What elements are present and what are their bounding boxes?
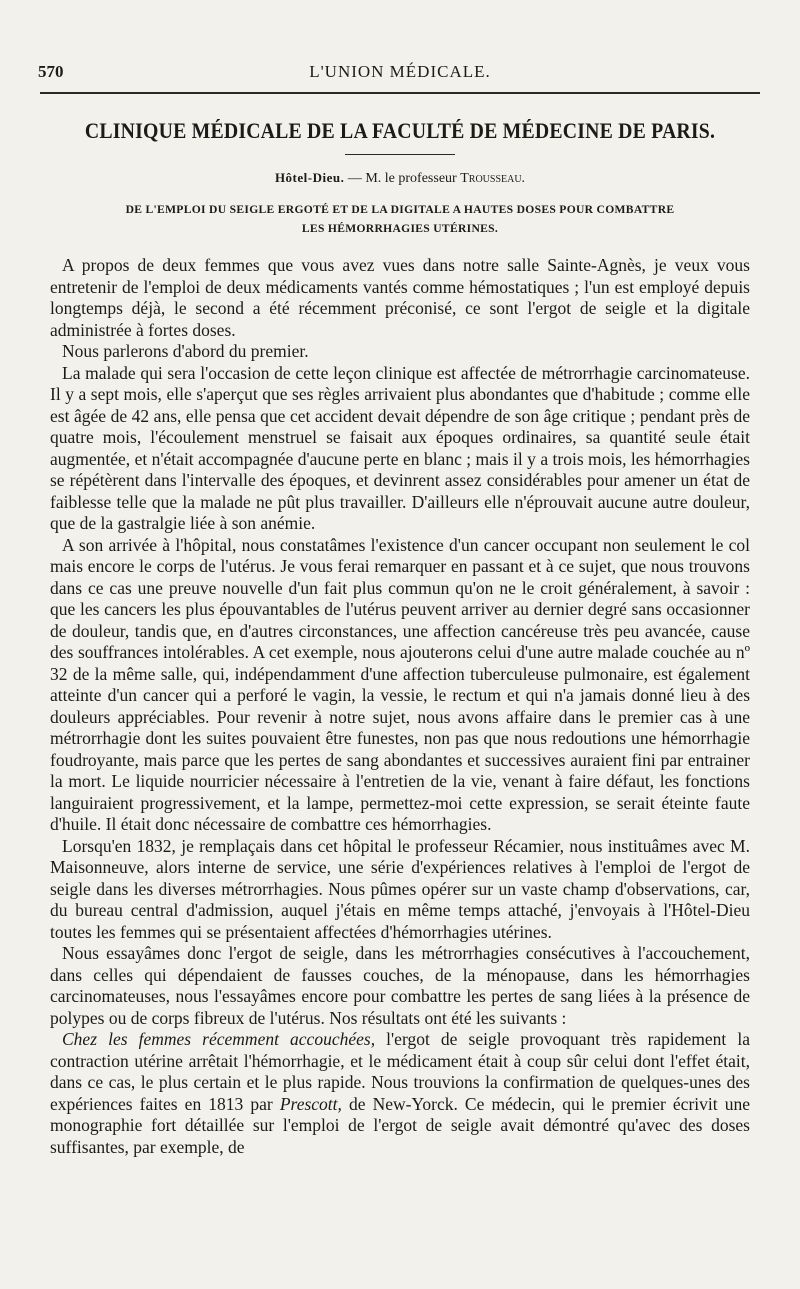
page-number: 570 — [38, 62, 64, 81]
byline-dash: — M. le professeur — [344, 171, 461, 186]
paragraph: La malade qui sera l'occasion de cette leçon clinique est affectée de métrorrhagie carcinomateuse. Il y a sept mois, elle s'aperçut que ses règles arrivaient plus abondantes que d'habitude ; comme elle est âgée de 42 ans, elle pensa que cet accident devait dépendre de son âge critique ; pendant près de quatre mois, l'écoulement menstruel se faisait aux époques ordinaires, sa quantité seule était augmentée, et n'était accompagnée d'aucune perte en blanc ; mais il y a trois mois, les hémorrhagies se répétèrent dans l'intervalle des époques, et devinrent assez considérables pour amener un état de faiblesse telle que la malade ne pût plus travailler. D'ailleurs elle n'éprouvait aucune autre douleur, que de la gastralgie liée à son anémie. — [50, 362, 750, 533]
journal-title: L'UNION MÉDICALE. — [309, 62, 491, 81]
header-rule — [40, 92, 760, 94]
paragraph-text: l'ergot de seigle provoquant très rapidement la contraction utérine arrêtait l'hémorrhagie, et le médicament était à coup sûr celui dont l'effet était, dans ce cas, le plus certain et le plus rapide. Nous trouvions la confirmation de quelques-unes des expériences faites en 1813 par — [50, 1029, 751, 1114]
subtitle-line: LES HÉMORRHAGIES UTÉRINES. — [301, 222, 499, 235]
running-head — [32, 62, 768, 84]
article-title: CLINIQUE MÉDICALE DE LA FACULTÉ DE MÉDECINE DE PARIS. — [84, 118, 716, 143]
paragraph: A son arrivée à l'hôpital, nous constatâmes l'existence d'un cancer occupant non seulement le col mais encore le corps de l'utérus. Je vous ferai remarquer en passant et à ce sujet, que nous trouvons dans ce cas une preuve nouvelle d'un fait plus commun qu'on ne le croit généralement, à savoir : que les cancers les plus épouvantables de l'utérus peuvent arriver au dernier degré sans occasionner de douleur, tandis que, en d'autres circonstances, une affection cancéreuse très peu avancée, cause des souffrances intolérables. A cet exemple, nous ajouterons celui d'une autre malade couchée au nº 32 de la même salle, qui, indépendamment d'une affection tuberculeuse pulmonaire, est également atteinte d'un cancer qui a perforé le vagin, la vessie, le rectum et qui n'a jamais donné lieu à des douleurs appréciables. Pour revenir à notre sujet, nous avons affaire dans le premier cas à une métrorrhagie dont les suites pouvaient être funestes, non pas que nous redoutions une hémorrhagie foudroyante, mais parce que les pertes de sang abondantes et successives auraient fini par entrainer la mort. Le liquide nourricier nécessaire à l'entretien de la vie, venant à faire défaut, les fonctions languiraient progressivement, et la lampe, permettez-moi cette expression, se serait éteinte faute d'huile. Il était donc nécessaire de combattre ces hémorrhagies. — [50, 534, 750, 834]
byline-place: Hôtel-Dieu. — [274, 170, 345, 185]
paragraph: A propos de deux femmes que vous avez vues dans notre salle Sainte-Agnès, je veux vous entretenir de l'emploi de deux médicaments vantés comme hémostatiques ; l'un est employé depuis longtemps déjà, le second a été récemment préconisé, ce sont l'ergot de seigle et la digitale administrée à fortes doses. — [50, 255, 750, 340]
subtitle-line: DE L'EMPLOI DU SEIGLE ERGOTÉ ET DE LA DIGITALE A HAUTES DOSES POUR COMBATTRE — [125, 203, 675, 216]
paragraph-text: de New-Yorck. Ce médecin, qui le premier écrivit une monographie fort détaillée sur l'emploi de l'ergot de seigle avait démontré qu'avec des doses suffisantes, par exemple, de — [50, 1093, 750, 1157]
article-body — [50, 255, 750, 1158]
title-rule — [345, 154, 455, 155]
byline-author: Trousseau. — [460, 171, 526, 186]
paragraph: Nous essayâmes donc l'ergot de seigle, dans les métrorrhagies consécutives à l'accouchement, dans celles qui dépendaient de fausses couches, de la ménopause, dans les hémorrhagies carcinomateuses, nous l'essayâmes encore pour combattre les pertes de sang liées à la présence de polypes ou de corps fibreux de l'utérus. Nos résultats ont été les suivants : — [50, 943, 750, 1028]
italic-name: Prescott, — [279, 1093, 342, 1114]
paragraph: Lorsqu'en 1832, je remplaçais dans cet hôpital le professeur Récamier, nous instituâmes avec M. Maisonneuve, alors interne de service, une série d'expériences relatives à l'emploi de l'ergot de seigle dans les diverses métrorrhagies. Nous pûmes opérer sur un vaste champ d'observations, car, du bureau central d'admission, auquel j'étais en même temps attaché, j'envoyais à l'Hôtel-Dieu toutes les femmes qui se présentaient affectées d'hémorrhagies utérines. — [50, 835, 750, 942]
italic-lead: Chez les femmes récemment accouchées, — [62, 1029, 376, 1049]
article-subtitle — [38, 200, 762, 238]
byline — [30, 170, 770, 187]
paragraph — [50, 1029, 750, 1158]
paragraph: Nous parlerons d'abord du premier. — [62, 341, 309, 361]
